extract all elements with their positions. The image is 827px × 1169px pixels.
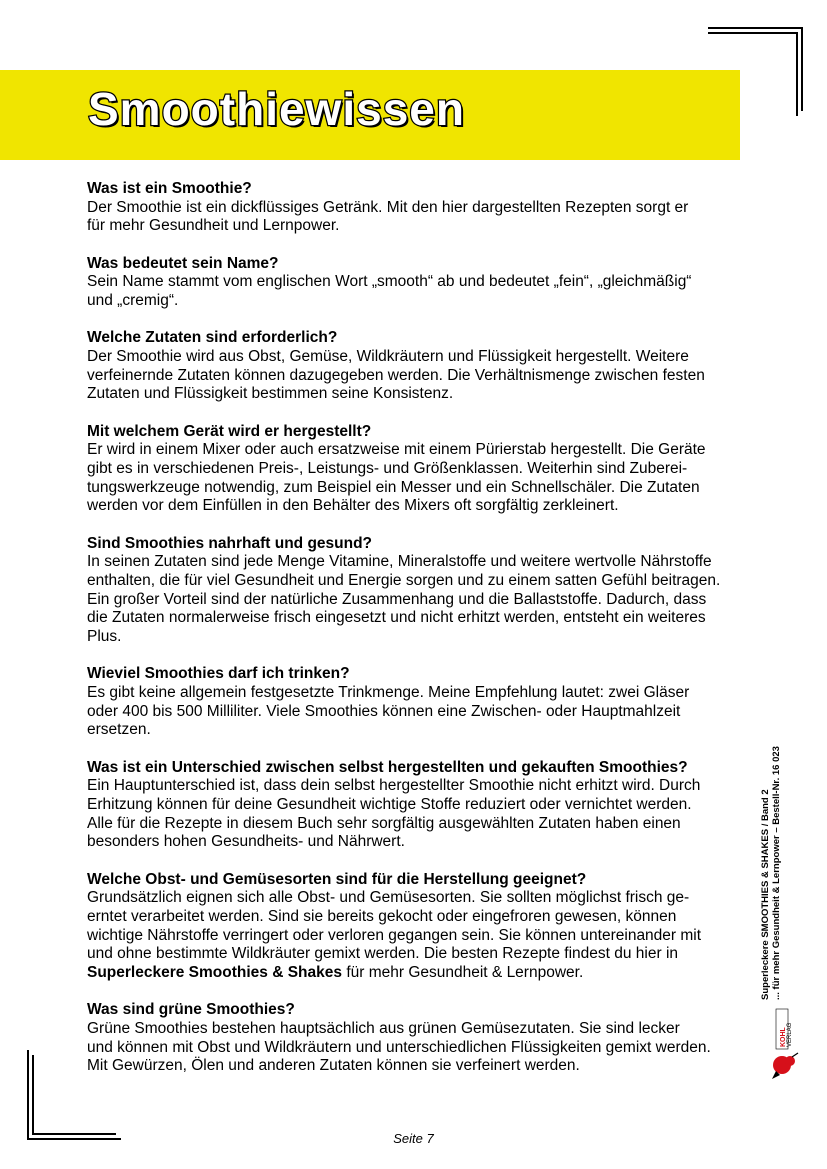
publisher-logo — [766, 1005, 810, 1095]
page-title: Smoothiewissen — [88, 83, 465, 135]
question-heading: Was ist ein Unterschied zwischen selbst hergestellten und gekauften Smoothies? — [87, 758, 688, 776]
answer-line: Plus. — [87, 628, 122, 646]
svg-text:VERLAG: VERLAG — [787, 1022, 793, 1047]
publisher-logo-icon — [766, 1005, 810, 1095]
answer-line-rest: für mehr Gesundheit & Lernpower. — [342, 964, 584, 982]
qa-section — [87, 1001, 777, 1076]
question-heading: Was ist ein Smoothie? — [87, 180, 252, 197]
answer-line: enthalten, die für viel Gesundheit und Energie sorgen und zu einem satten Gefühl beitragen. — [87, 571, 721, 589]
answer-line: Der Smoothie wird aus Obst, Gemüse, Wildkräutern und Flüssigkeit hergestellt. Weitere — [87, 347, 689, 365]
corner-line-bottom-left-v1 — [27, 1050, 29, 1139]
qa-section — [87, 329, 777, 404]
qa-section — [87, 871, 777, 983]
answer-line: In seinen Zutaten sind jede Menge Vitamine, Mineralstoffe und weitere wertvolle Nährstoffe — [87, 553, 712, 571]
answer-line: Grüne Smoothies bestehen hauptsächlich aus grünen Gemüsezutaten. Sie sind lecker — [87, 1020, 680, 1038]
answer-line: und ohne bestimmte Wildkräuter gemixt werden. Die besten Rezepte findest du hier in — [87, 945, 679, 963]
answer-line: gibt es in verschiedenen Preis-, Leistungs- und Größenklassen. Weiterhin sind Zuberei- — [87, 459, 688, 477]
answer-line: Ein großer Vorteil sind der natürliche Zusammenhang und die Ballaststoffe. Dadurch, dass — [87, 590, 707, 608]
answer-line: Sein Name stammt vom englischen Wort „smooth“ ab und bedeutet „fein“, „gleichmäßig“ — [87, 273, 692, 291]
qa-section — [87, 255, 777, 311]
question-heading: Mit welchem Gerät wird er hergestellt? — [87, 422, 372, 440]
answer-line: Erhitzung können für deine Gesundheit wichtige Stoffe reduziert oder vernichtet werden. — [87, 795, 692, 813]
qa-content — [87, 180, 777, 1095]
question-heading: Wieviel Smoothies darf ich trinken? — [87, 665, 350, 683]
answer-line: Es gibt keine allgemein festgesetzte Trinkmenge. Meine Empfehlung lautet: zwei Gläser — [87, 683, 690, 701]
answer-line: Alle für die Rezepte in diesem Buch sehr sorgfältig ausgewählten Zutaten haben einen — [87, 814, 681, 832]
page-number: Seite 7 — [393, 1131, 434, 1146]
answer-line: erntet verarbeitet werden. Sind sie bereits gekocht oder eingefroren gewesen, können — [87, 908, 677, 925]
qa-section — [87, 759, 777, 853]
question-heading: Was sind grüne Smoothies? — [87, 1001, 295, 1019]
question-heading: Welche Zutaten sind erforderlich? — [87, 329, 338, 347]
answer-line: Ein Hauptunterschied ist, dass dein selbst hergestellter Smoothie nicht erhitzt wird. Durch — [87, 777, 701, 795]
answer-line: und können mit Obst und Wildkräutern und unterschiedlichen Flüssigkeiten gemixt werden. — [87, 1038, 711, 1056]
answer-line: Mit Gewürzen, Ölen und anderen Zutaten können sie verfeinert werden. — [87, 1057, 580, 1075]
side-imprint-line-2: ... für mehr Gesundheit & Lernpower – Bestell-Nr. 16 023 — [771, 746, 782, 1000]
answer-line: Der Smoothie ist ein dickflüssiges Getränk. Mit den hier dargestellten Rezepten sorgt er — [87, 198, 689, 216]
question-heading: Was bedeutet sein Name? — [87, 254, 279, 272]
answer-line: ersetzen. — [87, 721, 151, 739]
corner-line-top-right-h2 — [708, 32, 797, 34]
answer-line: verfeinernde Zutaten können dazugegeben werden. Die Verhältnismenge zwischen festen — [87, 366, 705, 384]
side-imprint — [760, 580, 794, 1000]
question-heading: Welche Obst- und Gemüsesorten sind für die Herstellung geeignet? — [87, 870, 587, 888]
answer-line — [87, 964, 777, 983]
answer-line: oder 400 bis 500 Milliliter. Viele Smoothies können eine Zwischen- oder Hauptmahlzeit — [87, 702, 681, 720]
answer-line: und „cremig“. — [87, 292, 179, 310]
qa-section — [87, 665, 777, 740]
side-imprint-line-1: Superleckere SMOOTHIES & SHAKES / Band 2 — [760, 789, 771, 1000]
answer-line: wichtige Nährstoffe verringert oder verloren gegangen sein. Sie können untereinander mit — [87, 926, 702, 944]
book-title: Superleckere Smoothies & Shakes — [87, 964, 343, 982]
qa-section — [87, 423, 777, 517]
answer-line: für mehr Gesundheit und Lernpower. — [87, 217, 340, 235]
answer-line: tungswerkzeuge notwendig, zum Beispiel ein Messer und ein Schnellschäler. Die Zutaten — [87, 478, 700, 496]
answer-line: Grundsätzlich eignen sich alle Obst- und Gemüsesorten. Sie sollten möglichst frisch ge- — [87, 889, 690, 907]
qa-section — [87, 535, 777, 647]
corner-line-top-right-v1 — [796, 32, 798, 116]
answer-line: Er wird in einem Mixer oder auch ersatzweise mit einem Pürierstab hergestellt. Die Geräte — [87, 441, 706, 459]
qa-section — [87, 180, 777, 236]
svg-text:KOHL: KOHL — [780, 1027, 787, 1047]
corner-line-top-right-h1 — [708, 27, 802, 29]
corner-line-top-right-v2 — [801, 27, 803, 111]
corner-line-bottom-left-v2 — [32, 1055, 34, 1134]
answer-line: besonders hohen Gesundheits- und Nährwert. — [87, 833, 405, 851]
question-heading: Sind Smoothies nahrhaft und gesund? — [87, 534, 373, 552]
answer-line: werden vor dem Einfüllen in den Behälter des Mixers oft sorgfältig zerkleinert. — [87, 497, 619, 515]
answer-line: Zutaten und Flüssigkeit bestimmen seine Konsistenz. — [87, 385, 454, 403]
answer-line: die Zutaten normalerweise frisch eingesetzt und nicht erhitzt werden, entsteht ein weiteres — [87, 609, 706, 627]
